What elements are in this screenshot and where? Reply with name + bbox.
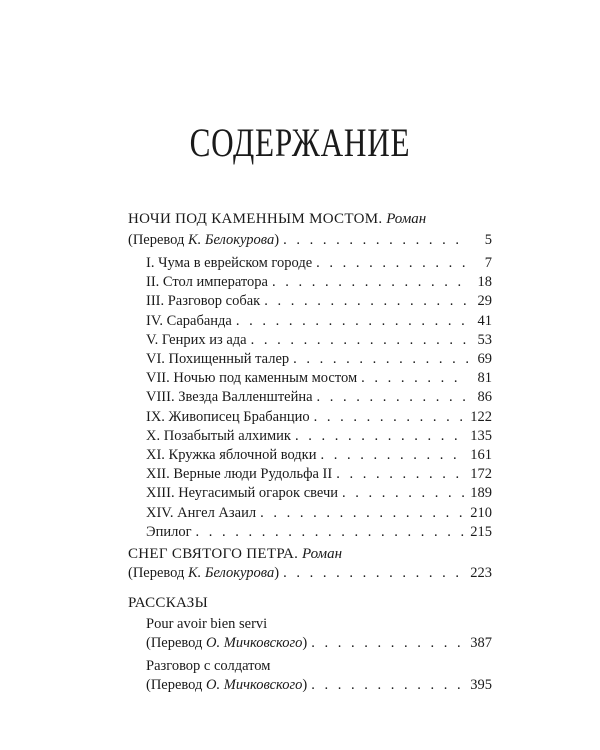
leader-dots (293, 352, 468, 367)
page-number: 395 (470, 677, 492, 693)
chapter-title: VI. Похищенный талер (146, 351, 290, 367)
page-number: 189 (470, 485, 492, 502)
story-translator-line-2[interactable] (146, 678, 492, 693)
page-number: 86 (477, 389, 492, 406)
translator-line-2[interactable] (128, 566, 492, 581)
page-number: 7 (484, 255, 492, 271)
page-number: 81 (477, 370, 492, 387)
chapter-row[interactable] (146, 448, 492, 463)
page-number: 215 (470, 523, 492, 540)
story-translator-line-1[interactable] (146, 636, 492, 651)
leader-dots (321, 448, 467, 463)
chapter-row[interactable] (146, 390, 492, 405)
page-number: 18 (477, 274, 492, 291)
section-genre: Роман (386, 211, 427, 227)
chapter-title: XIII. Неугасимый огарок свечи (146, 485, 339, 502)
leader-dots (264, 294, 468, 309)
leader-dots (311, 636, 466, 651)
leader-dots (311, 678, 466, 693)
chapter-row[interactable] (146, 314, 492, 329)
leader-dots (342, 486, 466, 501)
chapter-row[interactable] (146, 410, 492, 425)
leader-dots (236, 314, 468, 329)
chapter-row[interactable] (146, 371, 492, 386)
section-title: НОЧИ ПОД КАМЕННЫМ МОСТОМ. (128, 211, 383, 227)
page-number: 5 (484, 232, 492, 248)
chapter-row[interactable] (146, 256, 492, 271)
chapter-title: I. Чума в еврейском городе (146, 255, 313, 271)
chapter-title: XII. Верные люди Рудольфа II (146, 466, 333, 483)
chapter-title: VIII. Звезда Валленштейна (146, 389, 313, 406)
chapter-row[interactable] (146, 352, 492, 367)
chapter-row[interactable] (146, 506, 492, 521)
chapter-title: V. Генрих из ада (146, 331, 247, 348)
section-title: СНЕГ СВЯТОГО ПЕТРА. (128, 546, 299, 562)
section-genre: Роман (301, 546, 343, 562)
chapter-title: XI. Кружка яблочной водки (146, 447, 317, 463)
chapter-title: IX. Живописец Брабанцио (146, 408, 310, 425)
translator-credit: (Перевод К. Белокурова) (128, 232, 280, 248)
leader-dots (336, 467, 466, 482)
page-number: 122 (470, 408, 492, 425)
page-title: СОДЕРЖАНИЕ (189, 120, 411, 165)
leader-dots (251, 333, 468, 348)
translator-credit: (Перевод О. Мичковского) (146, 677, 308, 693)
page-number: 172 (470, 466, 492, 483)
chapter-title: X. Позабытый алхимик (146, 427, 291, 444)
leader-dots (283, 233, 468, 248)
translator-credit: (Перевод О. Мичковского) (146, 635, 308, 651)
leader-dots (361, 371, 468, 386)
leader-dots (316, 256, 468, 271)
chapter-row[interactable] (146, 333, 492, 348)
page-number: 69 (477, 351, 492, 367)
page-number: 210 (470, 504, 492, 521)
translator-credit: (Перевод К. Белокурова) (128, 565, 280, 581)
page-number: 223 (470, 565, 492, 581)
chapter-title: II. Стол императора (146, 274, 268, 291)
leader-dots (314, 410, 467, 425)
leader-dots (260, 506, 466, 521)
page-number: 53 (477, 331, 492, 348)
chapter-title: IV. Сарабанда (146, 312, 232, 329)
leader-dots (196, 525, 467, 540)
leader-dots (317, 390, 468, 405)
page-number: 41 (477, 312, 492, 329)
page-number: 135 (470, 427, 492, 444)
chapter-title: III. Разговор собак (146, 293, 261, 310)
section-heading-1 (128, 212, 426, 227)
story-title-2[interactable]: Разговор с солдатом (146, 658, 271, 674)
chapter-row[interactable] (146, 294, 492, 309)
translator-line-1[interactable] (128, 233, 492, 248)
leader-dots (272, 275, 468, 290)
leader-dots (283, 566, 466, 581)
page-number: 161 (470, 447, 492, 463)
chapter-title: VII. Ночью под каменным мостом (146, 370, 358, 387)
leader-dots (295, 429, 466, 444)
section-heading-2 (128, 547, 342, 562)
chapter-title: Эпилог (146, 523, 192, 540)
chapter-row[interactable] (146, 525, 492, 540)
chapter-title: XIV. Ангел Азаил (146, 504, 257, 521)
story-title-1[interactable]: Pour avoir bien servi (146, 616, 268, 632)
chapter-row[interactable] (146, 467, 492, 482)
chapter-row[interactable] (146, 275, 492, 290)
chapter-row[interactable] (146, 486, 492, 501)
page-number: 29 (477, 293, 492, 310)
page-number: 387 (470, 635, 492, 651)
section-heading-3: РАССКАЗЫ (128, 595, 208, 611)
chapter-row[interactable] (146, 429, 492, 444)
